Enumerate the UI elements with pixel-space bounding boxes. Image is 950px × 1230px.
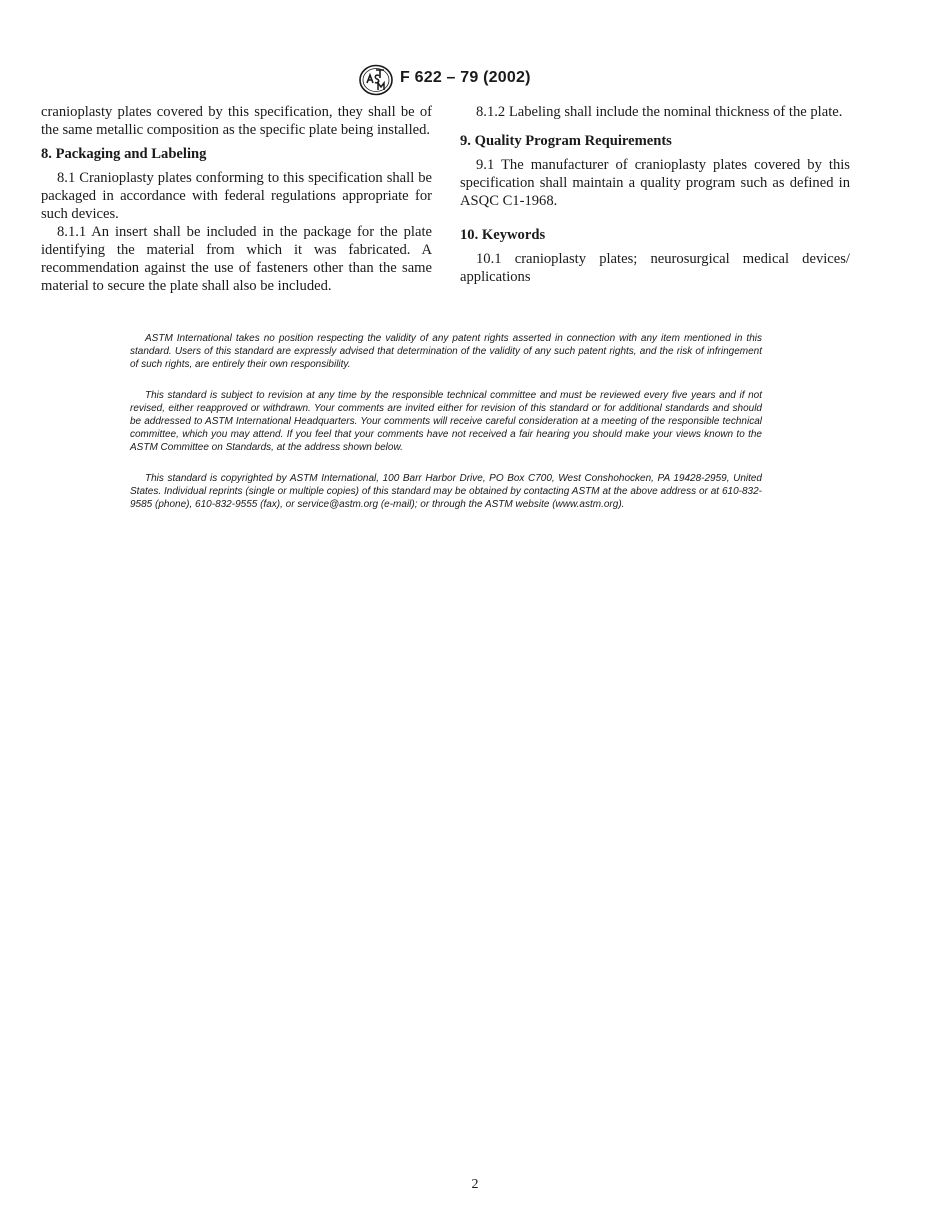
paragraph-8-1-1: 8.1.1 An insert shall be included in the package for the plate identifying the material from which it was fabricated. A recommendation against the use of fasteners other than the same material to secure the plate shall also be included. — [41, 224, 432, 294]
paragraph-8-1: 8.1 Cranioplasty plates conforming to this specification shall be packaged in accordance with federal regulations appropriate for such devices. — [41, 170, 432, 222]
paragraph-continuation: cranioplasty plates covered by this specification, they shall be of the same metallic composition as the specific plate being installed. — [41, 104, 432, 138]
paragraph-8-1-2: 8.1.2 Labeling shall include the nominal thickness of the plate. — [476, 104, 843, 120]
paragraph-9-1: 9.1 The manufacturer of cranioplasty plates covered by this specification shall maintain a quality program such as defined in ASQC C1-1968. — [460, 157, 850, 209]
notice-revision: This standard is subject to revision at any time by the responsible technical committee and must be reviewed every five years and if not revised, either reapproved or withdrawn. Your comments are invited either for revision of this standard or for additional standards and should be addressed to ASTM International Headquarters. Your comments will receive careful consideration at a meeting of the responsible technical committee, which you may attend. If you feel that your comments have not received a fair hearing you should make your views known to the ASTM Committee on Standards, at the address shown below. — [130, 390, 762, 453]
section-9-heading: 9. Quality Program Requirements — [460, 133, 672, 149]
section-10-heading: 10. Keywords — [460, 227, 546, 243]
notice-patent-rights: ASTM International takes no position respecting the validity of any patent rights asserted in connection with any item mentioned in this standard. Users of this standard are expressly advised that determination of the validity of any such patent rights, and the risk of infringement of such rights, are entirely their own responsibility. — [130, 333, 762, 370]
paragraph-10-1: 10.1 cranioplasty plates; neurosurgical medical devices/ applications — [460, 251, 850, 285]
left-column — [41, 103, 432, 295]
page-number: 2 — [471, 1177, 479, 1192]
section-8-heading: 8. Packaging and Labeling — [41, 146, 207, 162]
page-header — [0, 64, 950, 96]
right-column — [460, 103, 850, 286]
document-designation: F 622 – 79 (2002) — [400, 69, 531, 86]
legal-notices — [130, 332, 762, 529]
notice-copyright: This standard is copyrighted by ASTM International, 100 Barr Harbor Drive, PO Box C700, West Conshohocken, PA 19428-2959, United States. Individual reprints (single or multiple copies) of this standard may be obtained by contacting ASTM at the above address or at 610-832-9585 (phone), 610-832-9555 (fax), or service@astm.org (e-mail); or through the ASTM website (www.astm.org). — [130, 473, 762, 510]
astm-logo-icon — [358, 64, 394, 96]
